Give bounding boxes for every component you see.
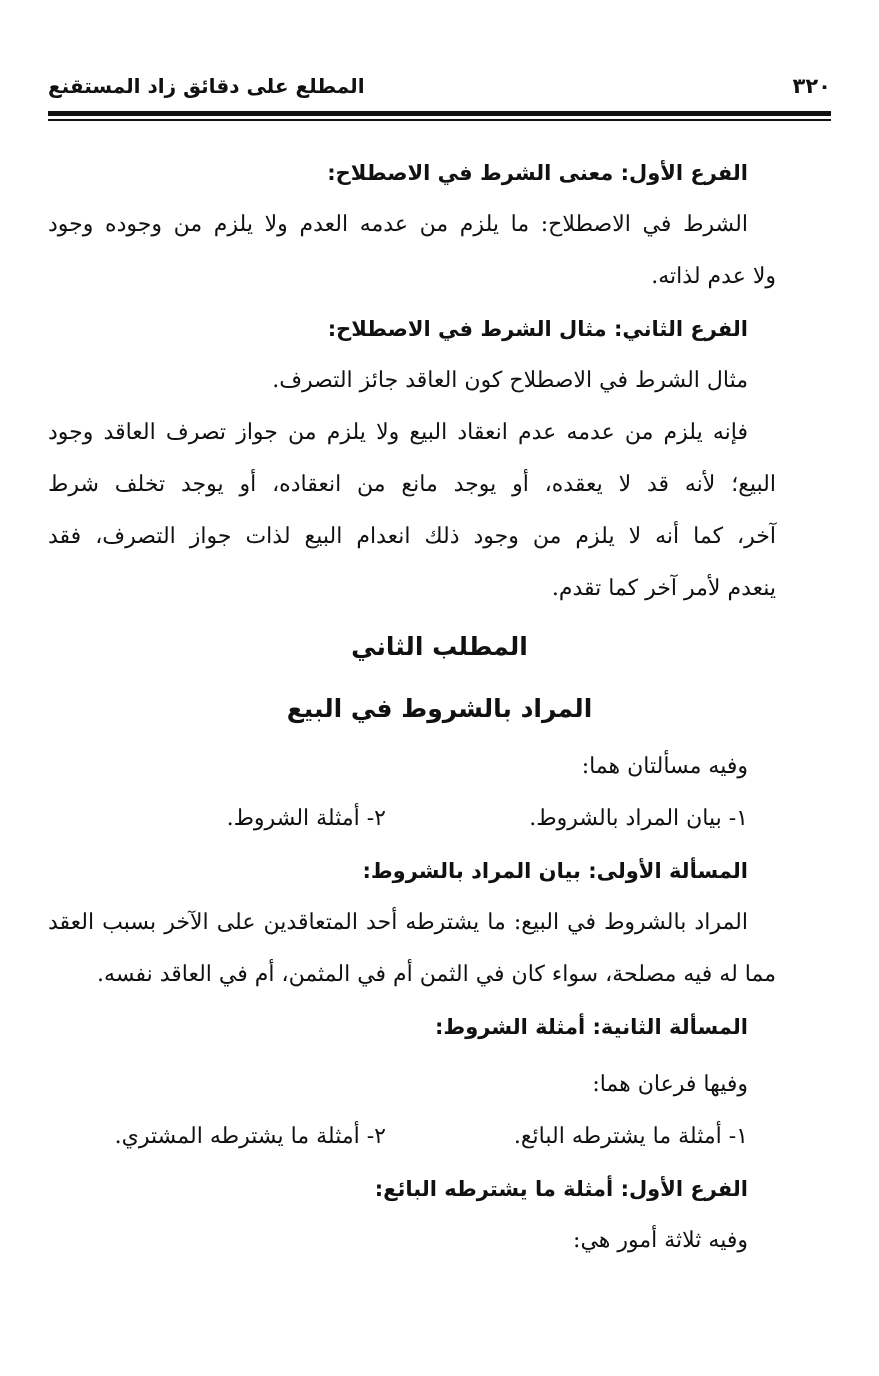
paragraph-line: مثال الشرط في الاصطلاح كون العاقد جائز التصرف. [272, 368, 748, 393]
paragraph-line: وفيها فرعان هما: [592, 1072, 748, 1097]
paragraph-line: مما له فيه مصلحة، سواء كان في الثمن أم في المثمن، أم في العاقد نفسه. [97, 962, 776, 987]
paragraph-line: آخر، كما أنه لا يلزم من وجود ذلك انعدام البيع لذات جواز التصرف، فقد [48, 524, 776, 549]
page-header [48, 66, 831, 106]
paragraph-line: ينعدم لأمر آخر كما تقدم. [551, 576, 776, 601]
paragraph-line: المراد بالشروط في البيع: ما يشترطه أحد المتعاقدين على الآخر بسبب العقد [48, 910, 748, 935]
subheading-branch-seller: الفرع الأول: أمثلة ما يشترطه البائع: [374, 1177, 748, 1201]
paragraph-line: وفيه ثلاثة أمور هي: [573, 1228, 748, 1253]
page-number: ٣٢٠ [792, 74, 831, 98]
subheading-branch-1: الفرع الأول: معنى الشرط في الاصطلاح: [327, 161, 748, 185]
page-body [48, 148, 776, 1328]
section-title: المطلب الثاني [351, 632, 528, 661]
paragraph-line: الشرط في الاصطلاح: ما يلزم من عدمه العدم ولا يلزم من وجوده وجود [48, 212, 748, 237]
list-item: ٢- أمثلة الشروط. [226, 806, 386, 831]
enumerated-list [48, 794, 776, 844]
paragraph-line: البيع؛ لأنه قد لا يعقده، أو يوجد مانع من انعقاده، أو يوجد تخلف شرط [48, 472, 776, 497]
paragraph-line: فإنه يلزم من عدمه عدم انعقاد البيع ولا يلزم من جواز تصرف العاقد وجود [48, 420, 748, 445]
running-title: المطلع على دقائق زاد المستقنع [48, 74, 365, 98]
list-item: ٢- أمثلة ما يشترطه المشتري. [114, 1124, 386, 1149]
subheading-issue-1: المسألة الأولى: بيان المراد بالشروط: [362, 859, 748, 883]
enumerated-list [48, 1112, 776, 1162]
header-rule-thin [48, 119, 831, 121]
paragraph-line: وفيه مسألتان هما: [581, 754, 748, 779]
subheading-issue-2: المسألة الثانية: أمثلة الشروط: [435, 1015, 748, 1039]
subheading-branch-2: الفرع الثاني: مثال الشرط في الاصطلاح: [327, 317, 748, 341]
section-subtitle: المراد بالشروط في البيع [286, 694, 593, 723]
list-item: ١- أمثلة ما يشترطه البائع. [513, 1124, 748, 1149]
header-rule-thick [48, 111, 831, 116]
list-item: ١- بيان المراد بالشروط. [529, 806, 748, 831]
paragraph-line: ولا عدم لذاته. [651, 264, 776, 289]
